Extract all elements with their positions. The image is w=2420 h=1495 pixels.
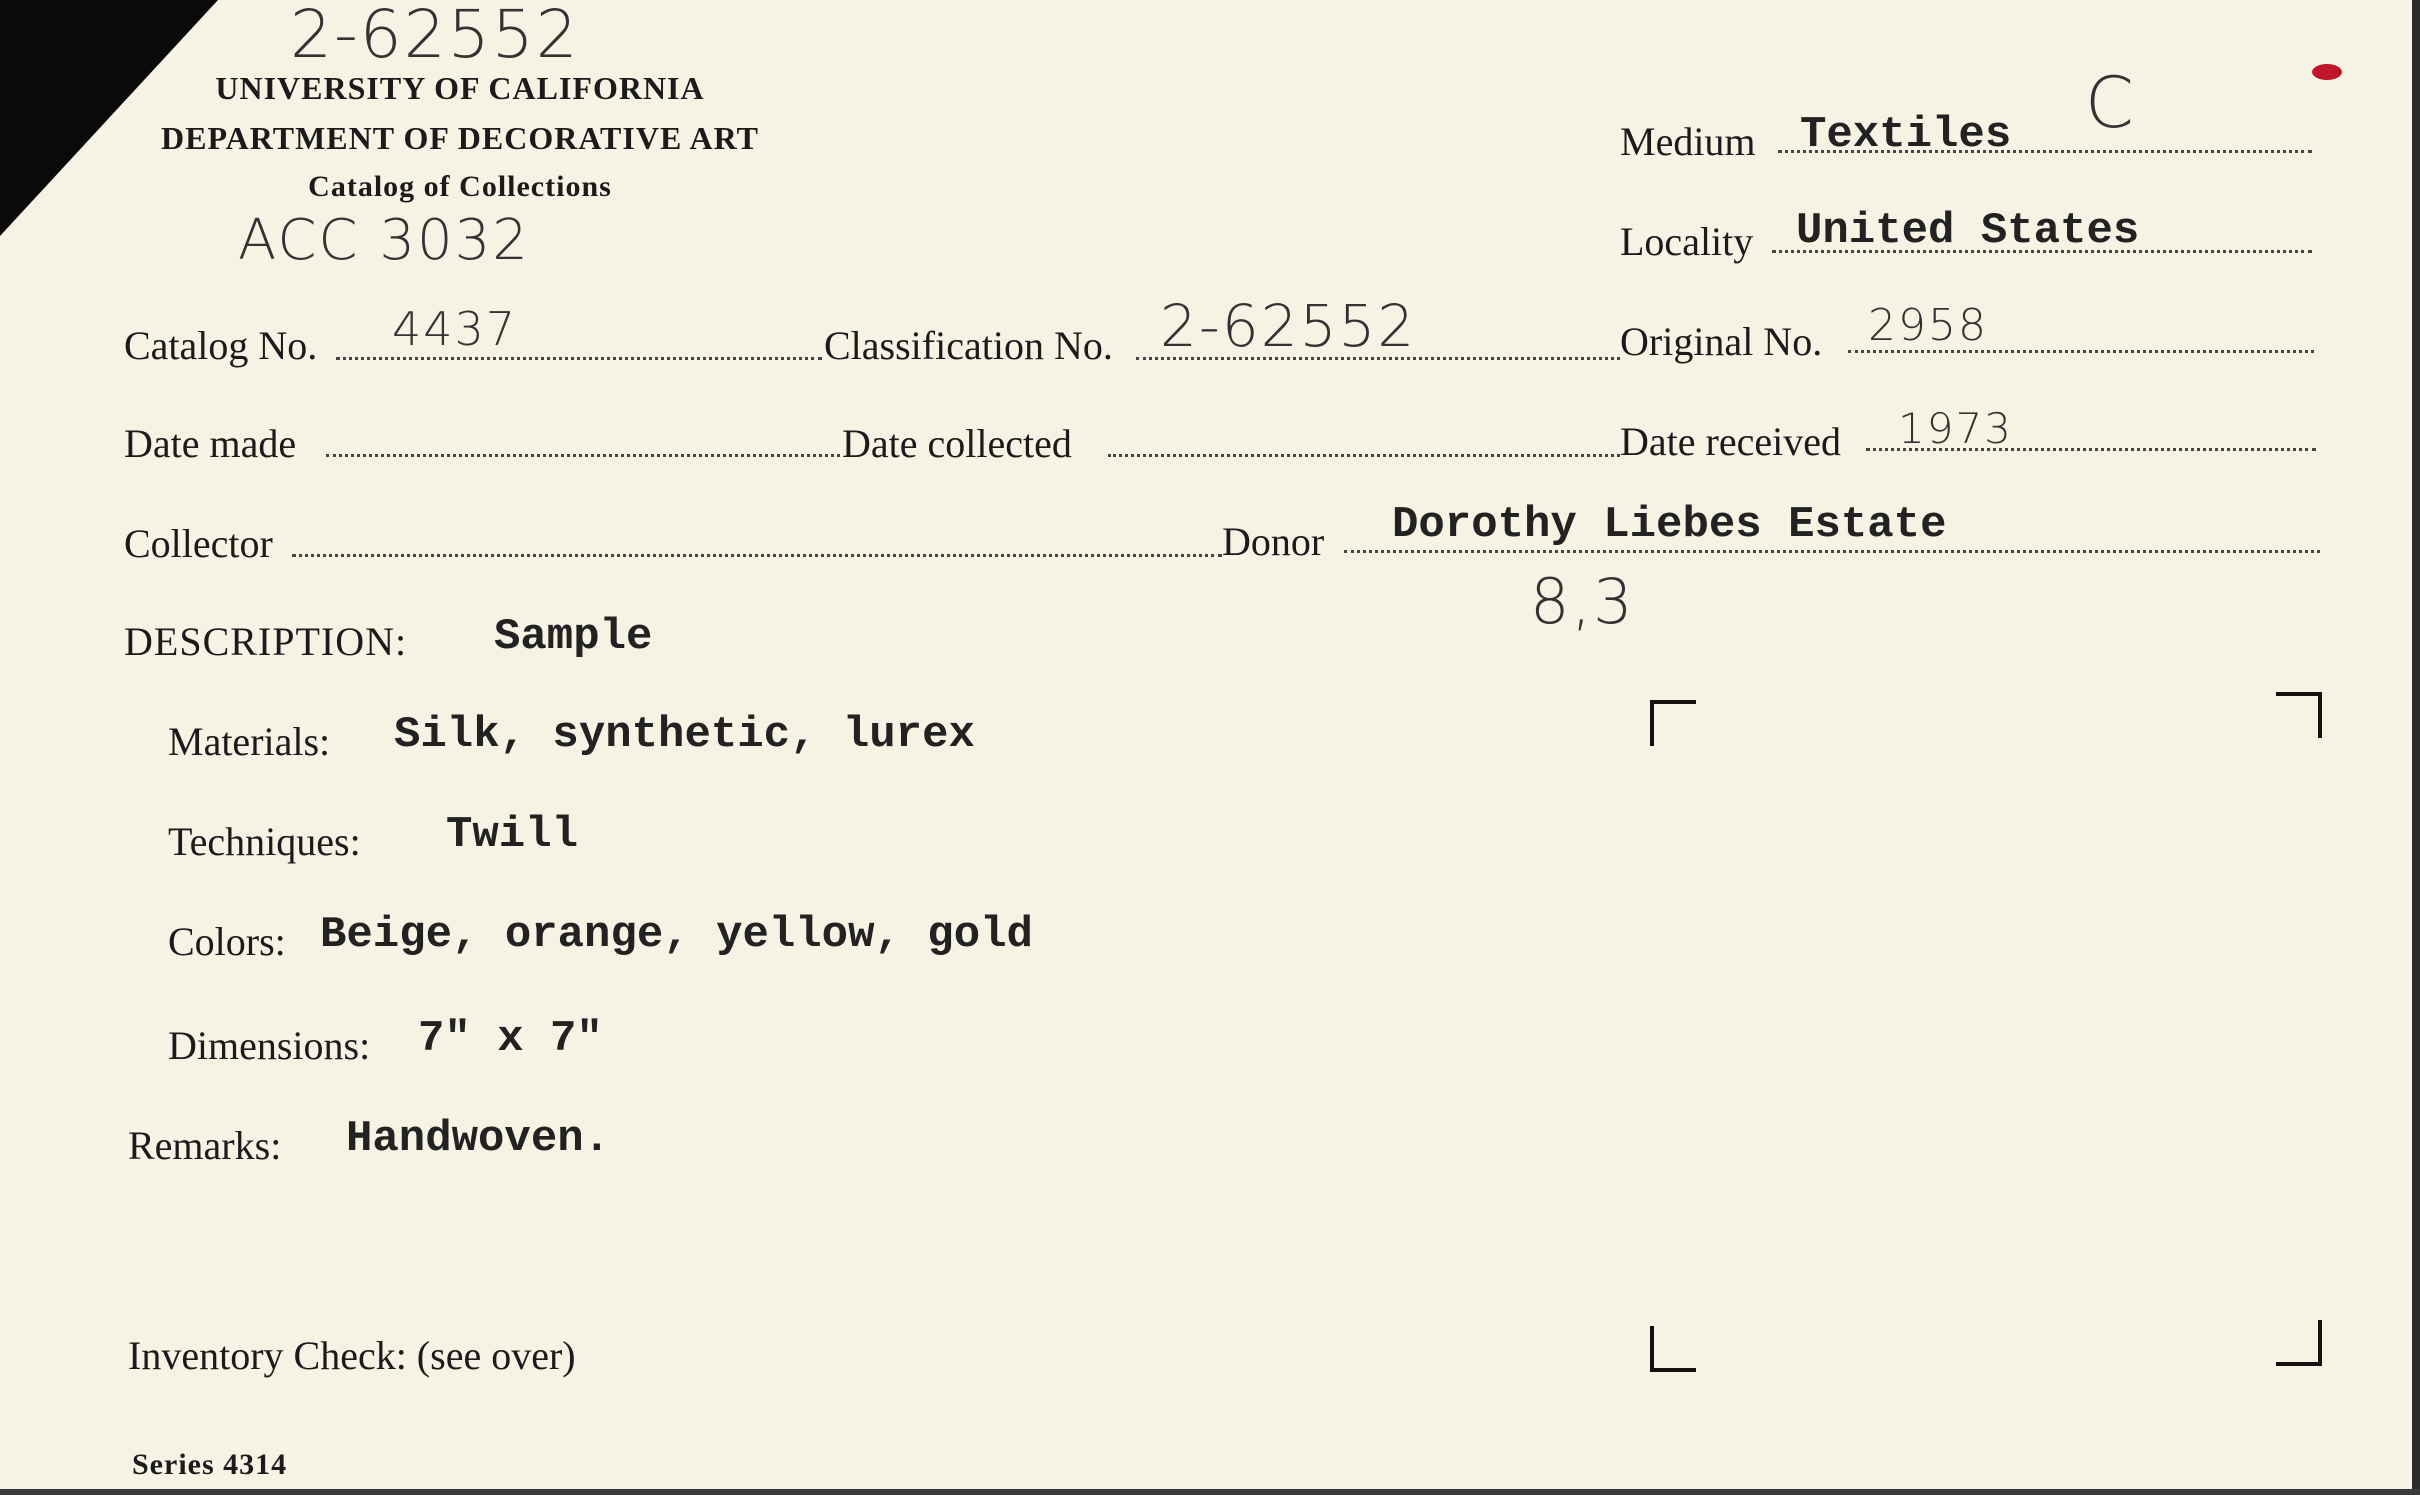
label-locality: Locality: [1620, 219, 1754, 264]
label-date-collected: Date collected: [842, 421, 1072, 466]
label-techniques: Techniques:: [168, 819, 361, 864]
label-materials: Materials:: [168, 719, 331, 764]
field-line-catalog-no: [336, 357, 822, 360]
handwritten-letter-mark: C: [2085, 62, 2136, 144]
bracket-top-left: [1650, 700, 1696, 746]
bracket-bottom-right: [2276, 1320, 2322, 1366]
bracket-top-right: [2276, 692, 2322, 738]
card-edge-right: [2412, 0, 2420, 1495]
handwritten-acc-number: ACC 3032: [238, 208, 530, 273]
label-medium: Medium: [1620, 119, 1756, 164]
value-techniques: Twill: [446, 810, 579, 860]
label-date-made: Date made: [124, 421, 297, 466]
label-classification-no: Classification No.: [824, 323, 1113, 368]
label-inventory-check: Inventory Check: (see over): [128, 1333, 576, 1378]
value-locality: United States: [1796, 206, 2140, 256]
value-donor: Dorothy Liebes Estate: [1392, 500, 1947, 550]
field-line-date-collected: [1108, 454, 1620, 457]
header-university: UNIVERSITY OF CALIFORNIA: [215, 70, 705, 106]
handwritten-classification-no: 2-62552: [1160, 292, 1417, 360]
handwritten-top-number: 2-62552: [290, 0, 580, 73]
handwritten-catalog-no: 4437: [392, 302, 518, 356]
handwritten-date-received: 1973: [1898, 404, 2013, 453]
label-donor: Donor: [1222, 519, 1325, 564]
label-date-received: Date received: [1620, 419, 1841, 464]
label-series: Series 4314: [132, 1448, 288, 1481]
label-collector: Collector: [124, 521, 273, 566]
value-medium: Textiles: [1800, 110, 2012, 160]
label-description: DESCRIPTION:: [124, 619, 408, 664]
label-catalog-no: Catalog No.: [124, 323, 318, 368]
label-remarks: Remarks:: [128, 1123, 282, 1168]
label-original-no: Original No.: [1620, 319, 1823, 364]
value-materials: Silk, synthetic, lurex: [394, 710, 975, 760]
value-description: Sample: [494, 612, 653, 662]
value-colors: Beige, orange, yellow, gold: [320, 910, 1033, 960]
field-line-date-made: [326, 454, 840, 457]
header-department: DEPARTMENT OF DECORATIVE ART: [161, 120, 759, 156]
value-dimensions: 7" x 7": [418, 1014, 603, 1064]
field-line-donor: [1344, 550, 2320, 553]
value-remarks: Handwoven.: [346, 1114, 611, 1164]
handwritten-original-no: 2958: [1868, 300, 1988, 351]
label-dimensions: Dimensions:: [168, 1023, 371, 1068]
red-ink-mark: [2312, 64, 2342, 80]
field-line-collector: [292, 554, 1222, 557]
card-edge-bottom: [0, 1489, 2420, 1495]
handwritten-shelf-mark: 8,3: [1530, 565, 1635, 638]
bracket-bottom-left: [1650, 1326, 1696, 1372]
header-catalog: Catalog of Collections: [308, 170, 612, 203]
label-colors: Colors:: [168, 919, 286, 964]
